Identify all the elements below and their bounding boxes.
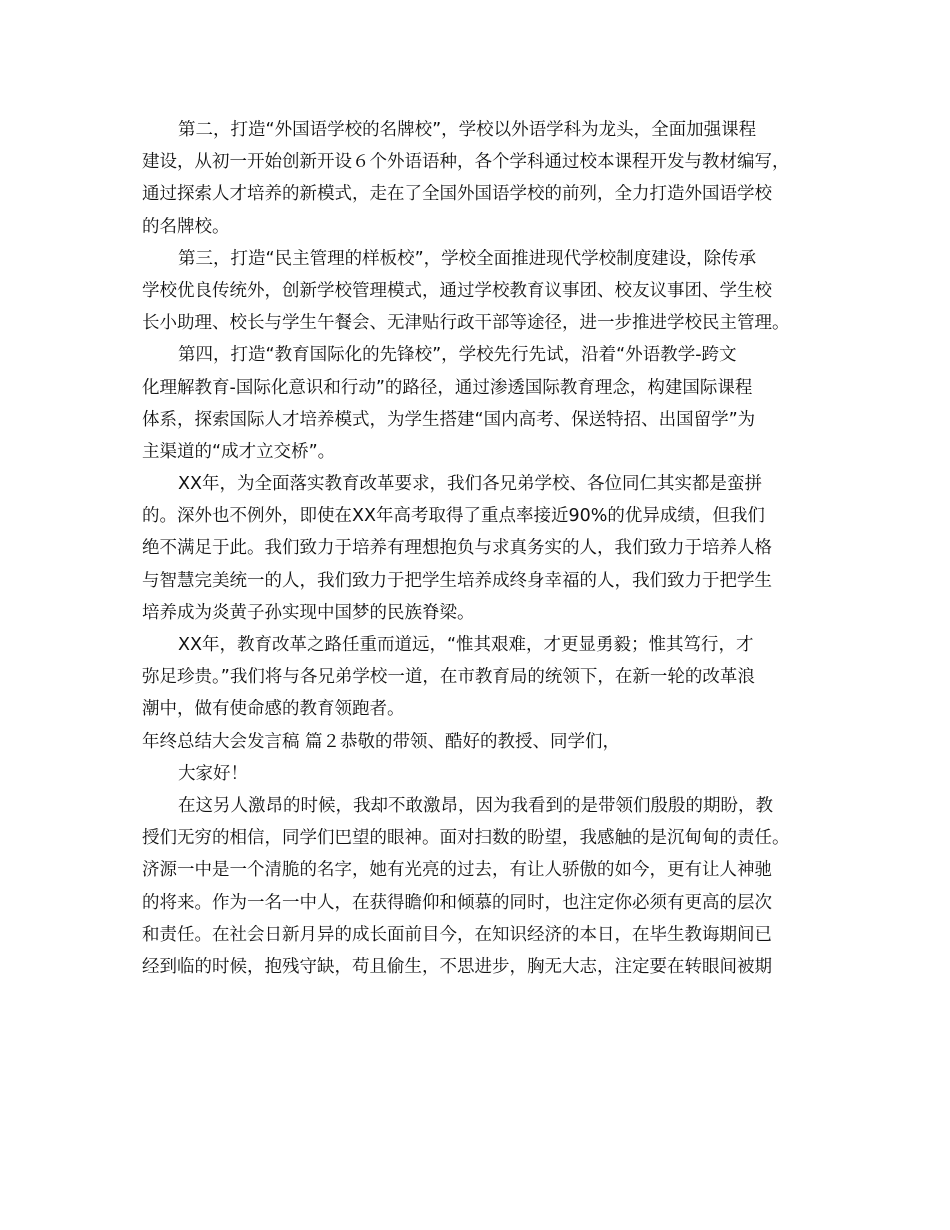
text-line: 体系，探索国际人才培养模式，为学生搭建“国内高考、保送特招、出国留学”为 [142, 409, 756, 430]
text-line: 授们无穷的相信，同学们巴望的眼神。面对扫数的盼望，我感触的是沉甸甸的责任。 [142, 828, 790, 849]
text-line: 的。深外也不例外，即使在XX年高考取得了重点率接近90%的优异成绩，但我们 [142, 506, 765, 527]
text-line: 培养成为炎黄子孙实现中国梦的民族脊梁。 [142, 602, 475, 623]
text-line: 大家好！ [178, 763, 248, 784]
text-line: 通过探索人才培养的新模式，走在了全国外国语学校的前列，全力打造外国语学校 [142, 184, 772, 205]
text-line: 年终总结大会发言稿 篇２恭敬的带领、酷好的教授、同学们， [142, 731, 621, 752]
text-line: 化理解教育-国际化意识和行动”的路径，通过渗透国际教育理念，构建国际课程 [142, 377, 753, 398]
text-line: 在这另人激昂的时候，我却不敢激昂，因为我看到的是带领们殷殷的期盼，教 [178, 795, 773, 816]
text-line: 济源一中是一个清脆的名字，她有光亮的过去，有让人骄傲的如今，更有让人神驰 [142, 860, 772, 881]
text-line: 的名牌校。 [142, 216, 230, 237]
text-line: 第三，打造“民主管理的样板校”，学校全面推进现代学校制度建设，除传承 [178, 248, 757, 269]
text-line: 第四，打造“教育国际化的先锋校”，学校先行先试，沿着“外语教学-跨文 [178, 345, 737, 366]
text-line: XX年，为全面落实教育改革要求，我们各兄弟学校、各位同仁其实都是蛮拼 [178, 474, 762, 495]
text-line: 弥足珍贵。”我们将与各兄弟学校一道，在市教育局的统领下，在新一轮的改革浪 [142, 667, 755, 688]
document-body [142, 114, 832, 983]
text-line: 第二，打造“外国语学校的名牌校”，学校以外语学科为龙头，全面加强课程 [178, 120, 757, 140]
text-line: 经到临的时候，抱残守缺，苟且偷生，不思进步，胸无大志，注定要在转眼间被期 [142, 956, 772, 977]
text-line: 与智慧完美统一的人，我们致力于把学生培养成终身幸福的人，我们致力于把学生 [142, 570, 772, 591]
text-line: 的将来。作为一名一中人，在获得瞻仰和倾慕的同时，也注定你必须有更高的层次 [142, 892, 772, 913]
text-line: 长小助理、校长与学生午餐会、无津贴行政干部等途径，进一步推进学校民主管理。 [142, 313, 790, 334]
text-line: 建设，从初一开始创新开设６个外语语种，各个学科通过校本课程开发与教材编写， [142, 152, 790, 173]
text-line: XX年，教育改革之路任重而道远，“惟其艰难，才更显勇毅；惟其笃行，才 [178, 635, 754, 655]
text-line: 潮中，做有使命感的教育领跑者。 [142, 699, 405, 720]
text-line: 和责任。在社会日新月异的成长面前目今，在知识经济的本日，在毕生教诲期间已 [142, 924, 772, 945]
text-line: 绝不满足于此。我们致力于培养有理想抱负与求真务实的人，我们致力于培养人格 [142, 538, 772, 559]
text-line: 主渠道的“成才立交桥”。 [142, 441, 336, 462]
text-line: 学校优良传统外，创新学校管理模式，通过学校教育议事团、校友议事团、学生校 [142, 280, 772, 301]
